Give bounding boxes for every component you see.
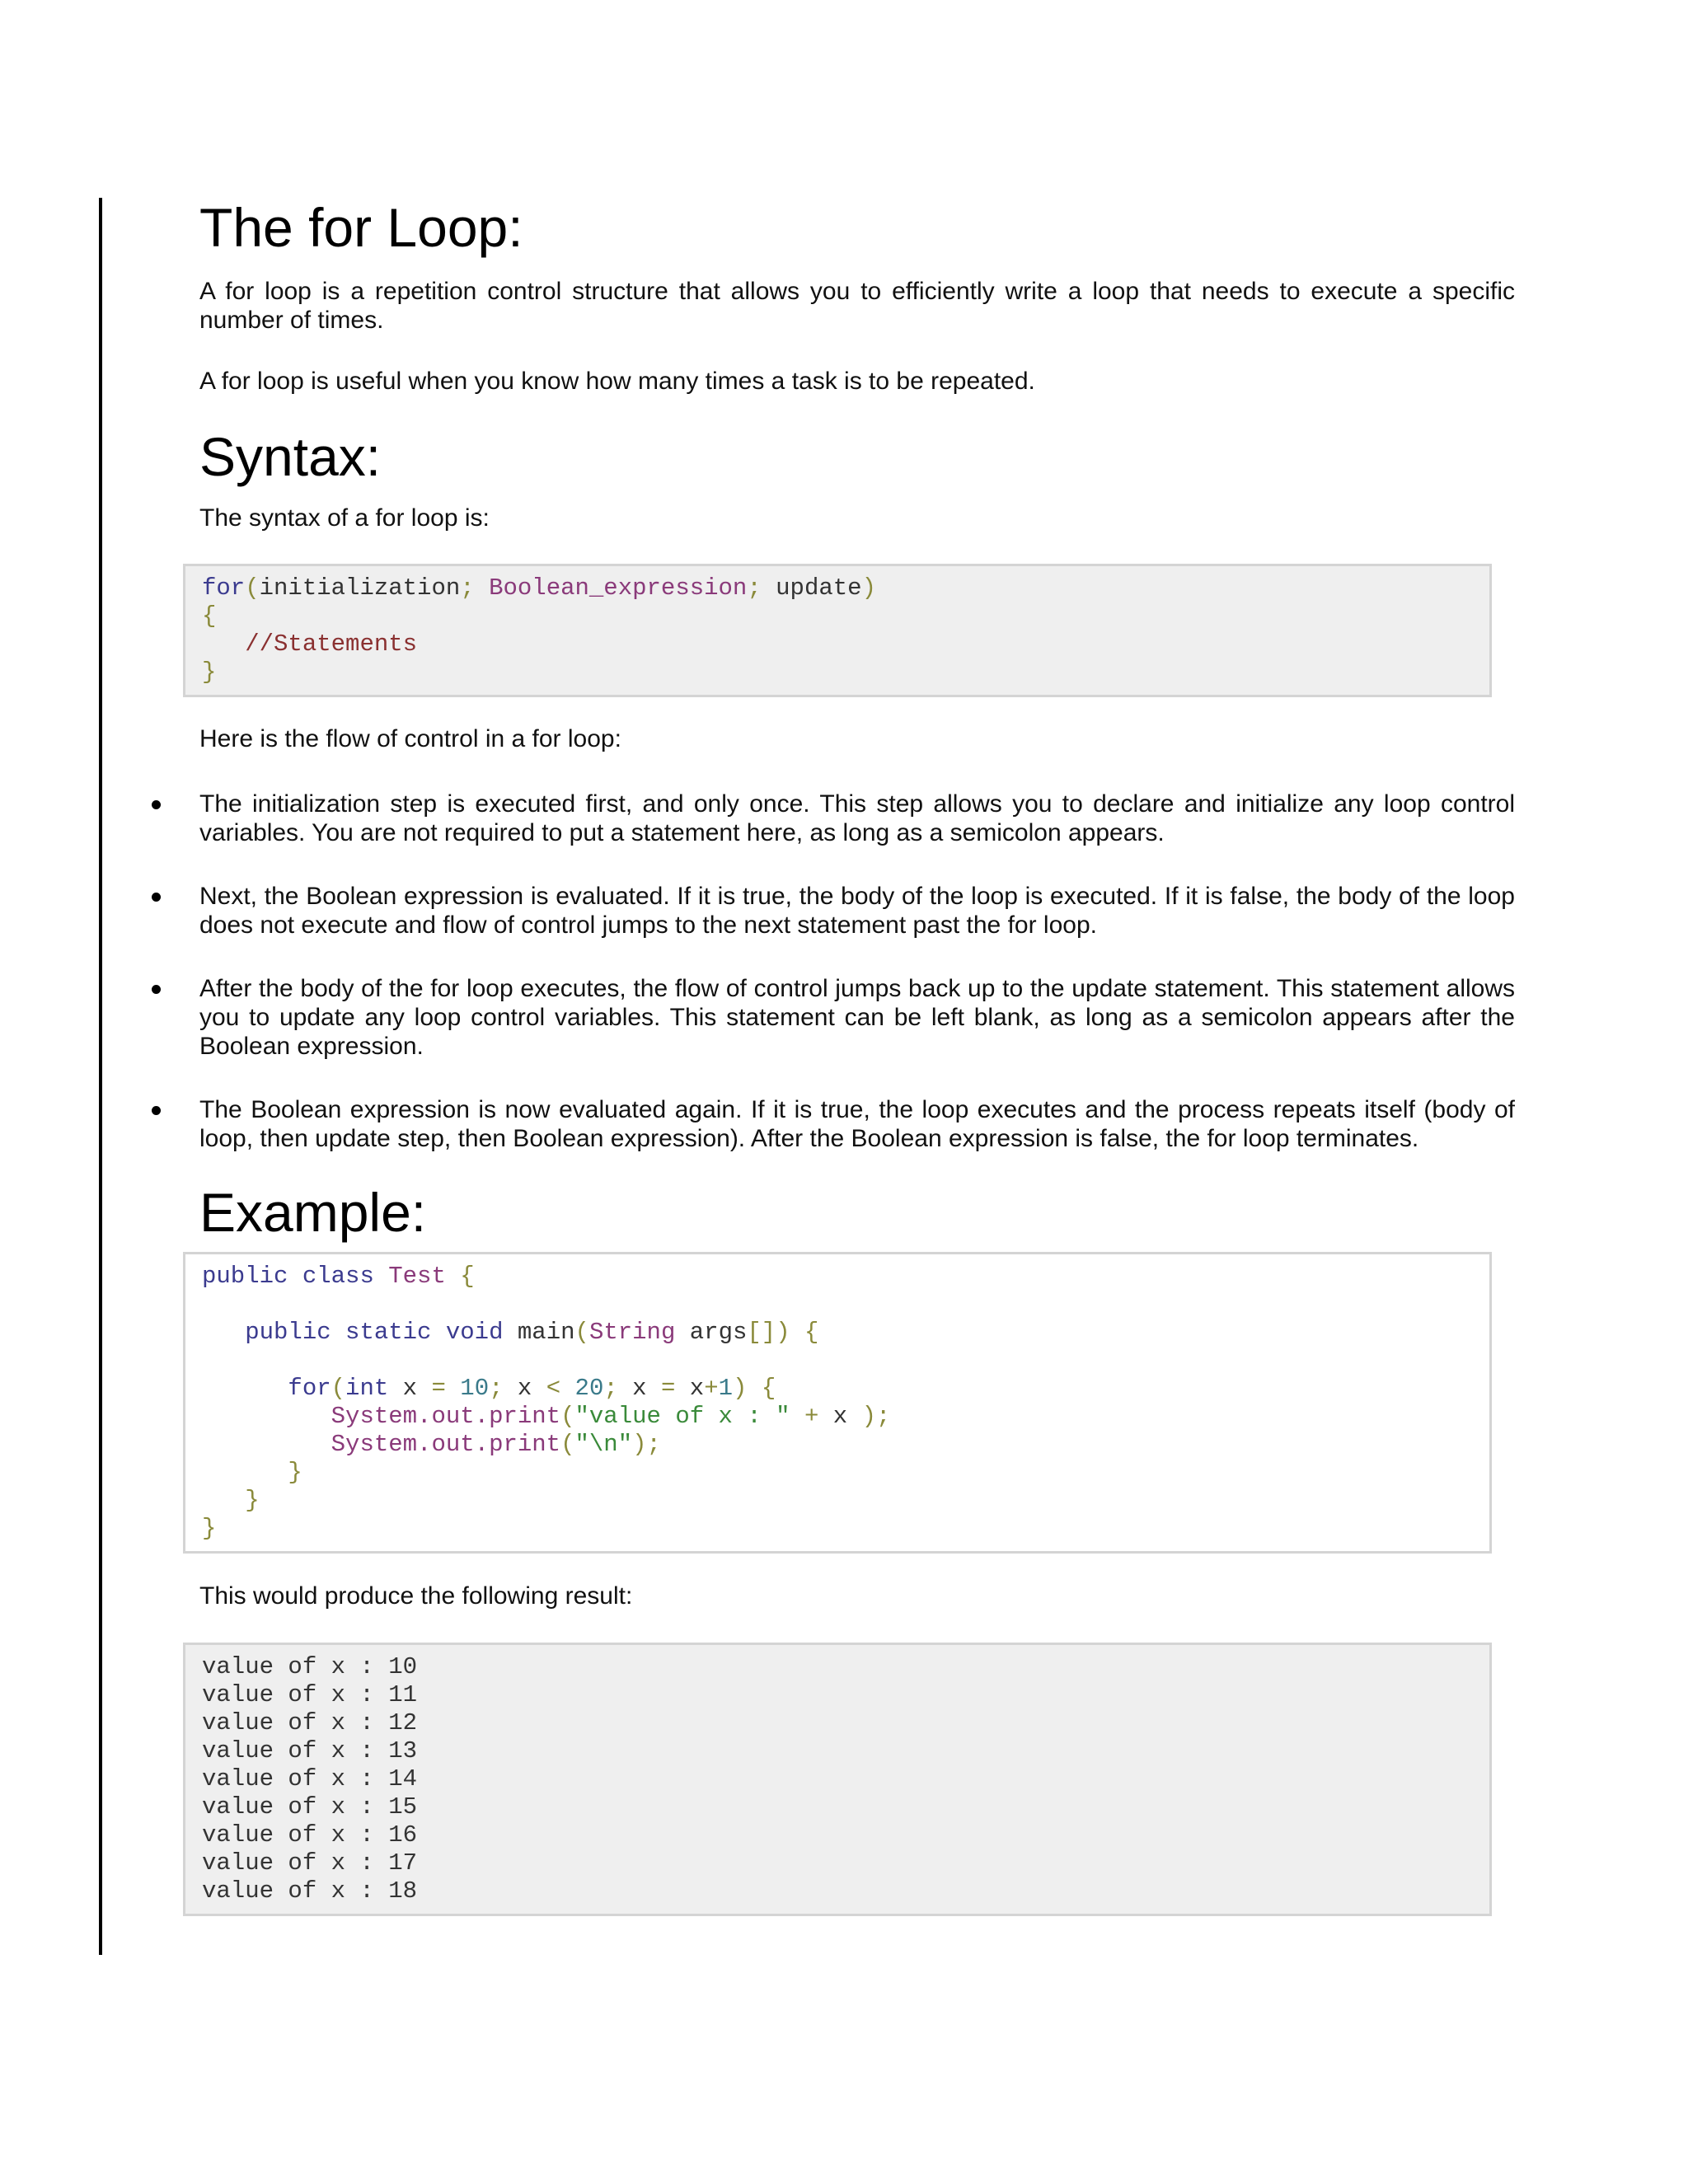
- code-token: class: [302, 1263, 374, 1290]
- output-line: value of x : 13: [202, 1737, 418, 1765]
- code-token: public: [202, 1263, 288, 1290]
- code-token: System.out.print: [331, 1403, 561, 1430]
- bullet-text: Next, the Boolean expression is evaluated. If it is true, the body of the loop is executed. If it is false, the body of the loop does not execute and flow of control jumps to the next statement past the for loop.: [199, 883, 1515, 939]
- code-token: ;: [489, 1375, 504, 1402]
- code-token: );: [861, 1403, 891, 1430]
- code-line: [202, 1515, 1473, 1543]
- code-token: int: [345, 1375, 389, 1402]
- code-line: [202, 1459, 1473, 1487]
- code-token: ): [733, 1375, 748, 1402]
- code-token: public: [245, 1319, 331, 1346]
- code-token: ;: [460, 574, 475, 602]
- code-line: [202, 602, 1473, 630]
- code-token: <: [546, 1375, 561, 1402]
- code-token: }: [245, 1487, 260, 1514]
- code-token: }: [202, 1515, 217, 1542]
- code-token: String: [588, 1319, 676, 1346]
- example-code-block: [183, 1252, 1492, 1554]
- code-token: x: [632, 1375, 647, 1402]
- bullet-icon: [152, 800, 161, 809]
- code-token: (: [331, 1375, 346, 1402]
- code-token: x: [517, 1375, 532, 1402]
- bullet-text: The initialization step is executed first, and only once. This step allows you to declare and initialize any loop control variables. You are not required to put a statement here, as long as a semicolon appears.: [199, 790, 1515, 846]
- output-line: value of x : 17: [202, 1849, 418, 1877]
- code-token: (: [574, 1319, 589, 1346]
- code-token: {: [804, 1319, 819, 1346]
- code-line: [202, 1487, 1473, 1515]
- heading-for-loop: The for Loop:: [199, 197, 523, 258]
- code-token: x: [832, 1403, 848, 1430]
- for-loop-description: A for loop is a repetition control structure that allows you to efficiently write a loop that needs to execute a specific number of times.: [199, 278, 1515, 334]
- code-comment: //Statements: [245, 630, 418, 658]
- flow-bullet-evaluation: [199, 882, 1515, 940]
- change-bar: [99, 198, 102, 1955]
- code-line: [202, 1347, 1473, 1375]
- heading-example: Example:: [199, 1182, 427, 1243]
- code-line: [202, 658, 1473, 687]
- code-token: ;: [603, 1375, 618, 1402]
- code-line: [202, 1291, 1473, 1319]
- bullet-text: After the body of the for loop executes, the flow of control jumps back up to the update statement. This statement allows you to update any loop control variables. This statement can be left blank, as long as a semicolon appears after the Boolean expression.: [199, 975, 1515, 1060]
- code-token: x: [402, 1375, 418, 1402]
- code-token: );: [632, 1431, 661, 1458]
- code-token: {: [202, 602, 217, 630]
- code-token: Test: [388, 1263, 446, 1290]
- bullet-text: The Boolean expression is now evaluated again. If it is true, the loop executes and the process repeats itself (body of loop, then update step, then Boolean expression). After the Boolean expression is false, the for loop terminates.: [199, 1096, 1515, 1152]
- code-line: [202, 1431, 1473, 1459]
- code-line: [202, 1375, 1473, 1403]
- code-token: void: [445, 1319, 504, 1346]
- code-token: for: [202, 574, 246, 602]
- bullet-icon: [152, 985, 161, 994]
- code-token: args: [689, 1319, 748, 1346]
- code-token: (: [560, 1403, 575, 1430]
- code-token: Boolean_expression: [489, 574, 748, 602]
- code-line: [202, 574, 1473, 602]
- flow-bullet-update: [199, 974, 1515, 1061]
- code-token: +: [704, 1375, 719, 1402]
- code-token: initialization: [259, 574, 461, 602]
- flow-bullet-initialization: [199, 790, 1515, 847]
- result-intro: This would produce the following result:: [199, 1582, 633, 1610]
- code-line: [202, 630, 1473, 658]
- code-token: update: [776, 574, 862, 602]
- bullet-icon: [152, 893, 161, 902]
- heading-syntax: Syntax:: [199, 426, 382, 487]
- code-line: [202, 1263, 1473, 1291]
- output-code-block: [183, 1643, 1492, 1916]
- code-token: 1: [718, 1375, 734, 1402]
- code-token: System.out.print: [331, 1431, 561, 1458]
- code-token: 20: [574, 1375, 604, 1402]
- flow-bullet-repeat: [199, 1095, 1515, 1153]
- code-token: {: [460, 1263, 475, 1290]
- code-token: ): [861, 574, 876, 602]
- flow-intro: Here is the flow of control in a for loop:: [199, 725, 621, 752]
- code-token: 10: [460, 1375, 490, 1402]
- code-string: "\n": [574, 1431, 633, 1458]
- output-line: value of x : 11: [202, 1681, 418, 1708]
- output-line: value of x : 14: [202, 1765, 418, 1793]
- syntax-intro: The syntax of a for loop is:: [199, 504, 490, 532]
- flow-bullet-list: [199, 790, 1515, 1153]
- code-line: [202, 1319, 1473, 1347]
- output-line: value of x : 10: [202, 1653, 418, 1680]
- document-content: [199, 193, 1515, 1916]
- output-line: value of x : 15: [202, 1793, 418, 1821]
- bullet-icon: [152, 1106, 161, 1115]
- code-token: main: [517, 1319, 575, 1346]
- code-token: for: [288, 1375, 331, 1402]
- output-line: value of x : 16: [202, 1821, 418, 1849]
- code-token: x: [689, 1375, 705, 1402]
- code-token: (: [245, 574, 260, 602]
- code-token: }: [202, 658, 217, 686]
- code-token: }: [288, 1459, 302, 1486]
- code-string: "value of x : ": [574, 1403, 790, 1430]
- output-line: value of x : 18: [202, 1877, 418, 1905]
- code-token: []): [747, 1319, 790, 1346]
- code-token: (: [560, 1431, 575, 1458]
- code-token: =: [431, 1375, 446, 1402]
- code-token: {: [761, 1375, 776, 1402]
- code-token: =: [660, 1375, 676, 1402]
- code-token: ;: [747, 574, 762, 602]
- code-token: +: [804, 1403, 819, 1430]
- output-line: value of x : 12: [202, 1709, 418, 1736]
- code-line: [202, 1403, 1473, 1431]
- for-loop-usefulness: A for loop is useful when you know how many times a task is to be repeated.: [199, 368, 1035, 395]
- code-token: static: [345, 1319, 432, 1346]
- syntax-code-block: [183, 564, 1492, 697]
